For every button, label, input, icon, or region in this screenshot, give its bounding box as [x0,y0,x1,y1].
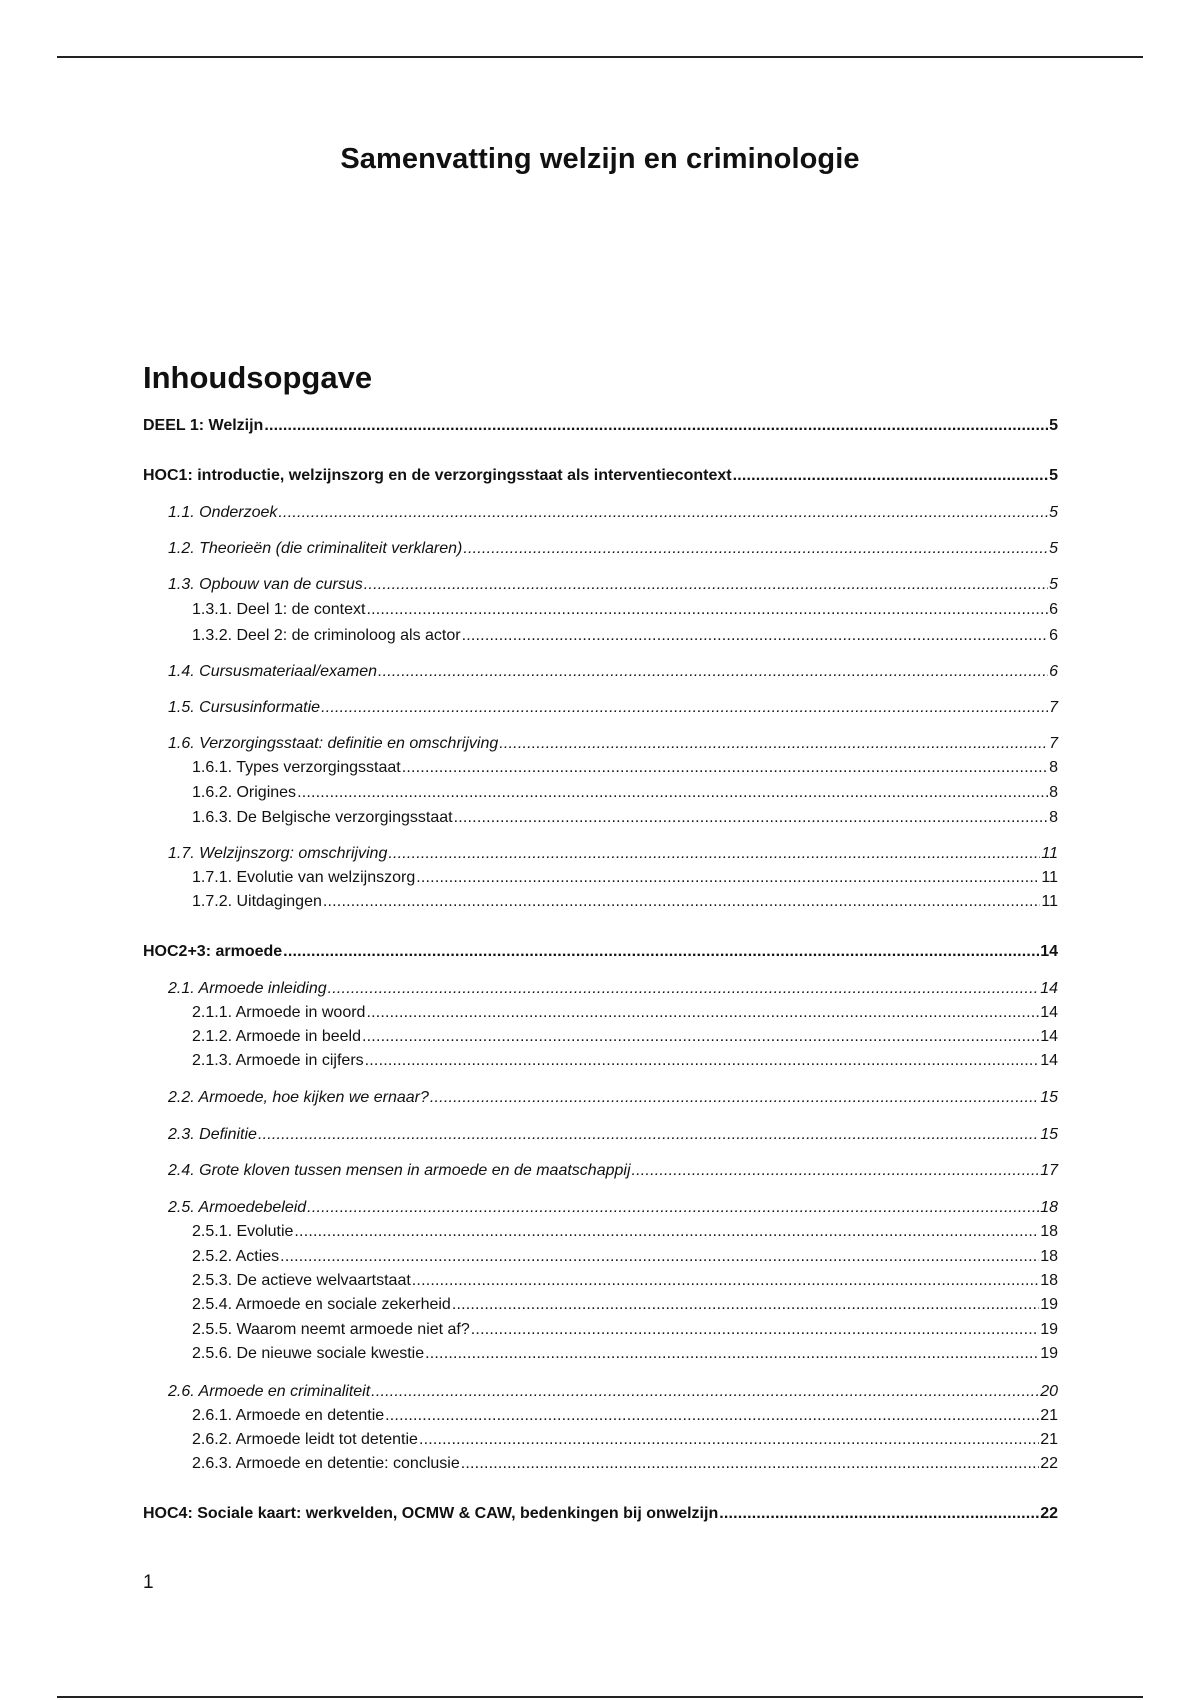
toc-dot-leader [278,503,1048,523]
toc-entry-label: 1.2. Theorieën (die criminaliteit verklaren) [168,540,463,557]
toc-dot-leader [719,1504,1039,1524]
toc-entry-page: 11 [1041,845,1058,862]
toc-entry-label: 2.5.2. Acties [192,1248,280,1265]
toc-entry[interactable] [143,783,1058,803]
toc-entry[interactable] [143,892,1058,912]
toc-entry-page: 8 [1049,759,1058,776]
toc-entry-label: 1.1. Onderzoek [168,504,278,521]
toc-dot-leader [297,783,1048,803]
toc-entry-label: 1.6.2. Origines [192,784,297,801]
toc-entry-page: 14 [1040,943,1058,960]
toc-entry-label: HOC4: Sociale kaart: werkvelden, OCMW & CAW, bedenkingen bij onwelzijn [143,1505,719,1522]
toc-dot-leader [388,844,1040,864]
toc-dot-leader [328,979,1040,999]
toc-entry-page: 18 [1040,1272,1058,1289]
toc-entry-page: 15 [1040,1126,1058,1143]
toc-entry[interactable] [143,575,1058,595]
toc-entry-page: 7 [1049,699,1058,716]
toc-entry-label: 2.1.2. Armoede in beeld [192,1028,362,1045]
toc-entry-page: 19 [1040,1321,1058,1338]
toc-entry[interactable] [143,1198,1058,1218]
toc-dot-leader [461,1454,1039,1474]
page-number: 1 [143,1572,154,1593]
toc-dot-leader [283,942,1039,962]
toc-entry[interactable] [143,1320,1058,1340]
toc-dot-leader [463,539,1048,559]
toc-entry[interactable] [143,1125,1058,1145]
toc-entry-label: 1.7.1. Evolutie van welzijnszorg [192,869,416,886]
toc-entry-label: 2.5.4. Armoede en sociale zekerheid [192,1296,451,1313]
toc-entry[interactable] [143,1382,1058,1402]
toc-dot-leader [499,734,1048,754]
toc-entry[interactable] [143,1247,1058,1267]
toc-entry-label: 1.6. Verzorgingsstaat: definitie en omschrijving [168,735,499,752]
toc-dot-leader [362,1027,1039,1047]
toc-entry-label: 2.1.1. Armoede in woord [192,1004,366,1021]
toc-entry[interactable] [143,844,1058,864]
toc-dot-leader [425,1344,1039,1364]
toc-entry-page: 20 [1040,1383,1058,1400]
toc-dot-leader [366,1003,1039,1023]
toc-entry-page: 5 [1049,576,1058,593]
toc-heading: Inhoudsopgave [143,360,373,395]
toc-entry-page: 6 [1049,601,1058,618]
toc-entry-label: 1.6.3. De Belgische verzorgingsstaat [192,809,453,826]
toc-entry-label: 2.5. Armoedebeleid [168,1199,307,1216]
toc-entry-label: 2.3. Definitie [168,1126,257,1143]
toc-entry-page: 14 [1040,1052,1058,1069]
toc-dot-leader [471,1320,1039,1340]
toc-dot-leader [632,1161,1040,1181]
toc-entry-label: 1.4. Cursusmateriaal/examen [168,663,377,680]
toc-entry-label: 1.5. Cursusinformatie [168,699,321,716]
toc-entry[interactable] [143,539,1058,559]
toc-entry-label: 2.1.3. Armoede in cijfers [192,1052,364,1069]
toc-entry-page: 6 [1049,627,1058,644]
toc-entry-label: 2.4. Grote kloven tussen mensen in armoede en de maatschappij [168,1162,631,1179]
toc-entry[interactable] [143,1088,1058,1108]
toc-entry[interactable] [143,662,1058,682]
toc-entry[interactable] [143,1295,1058,1315]
toc-entry-page: 22 [1040,1455,1058,1472]
toc-entry[interactable] [143,808,1058,828]
toc-entry-label: HOC2+3: armoede [143,943,283,960]
toc-entry[interactable] [143,1344,1058,1364]
toc-dot-leader [365,1051,1040,1071]
toc-entry-label: 2.5.1. Evolutie [192,1223,294,1240]
toc-dot-leader [452,1295,1039,1315]
toc-entry-label: 2.6. Armoede en criminaliteit [168,1383,371,1400]
toc-entry-page: 18 [1040,1248,1058,1265]
toc-entry-page: 18 [1040,1223,1058,1240]
toc-entry-page: 5 [1049,467,1058,484]
toc-entry-page: 8 [1049,809,1058,826]
toc-entry-label: DEEL 1: Welzijn [143,417,264,434]
toc-entry[interactable] [143,979,1058,999]
toc-entry[interactable] [143,416,1058,436]
toc-entry-label: 1.7.2. Uitdagingen [192,893,322,910]
toc-entry-page: 18 [1040,1199,1058,1216]
toc-entry-label: 2.6.3. Armoede en detentie: conclusie [192,1455,460,1472]
document-title: Samenvatting welzijn en criminologie [340,143,860,175]
toc-entry-label: 1.3.2. Deel 2: de criminoloog als actor [192,627,461,644]
toc-dot-leader [321,698,1048,718]
footer-rule [57,1696,1143,1698]
toc-entry-page: 15 [1040,1089,1058,1106]
toc-entry-page: 6 [1049,663,1058,680]
toc-entry-page: 21 [1040,1407,1058,1424]
toc-entry[interactable] [143,626,1058,646]
toc-entry[interactable] [143,758,1058,778]
toc-entry-label: 2.5.3. De actieve welvaartstaat [192,1272,411,1289]
toc-entry-page: 14 [1040,1004,1058,1021]
toc-entry-page: 19 [1040,1296,1058,1313]
toc-entry-page: 21 [1040,1431,1058,1448]
header-rule [57,56,1143,58]
toc-dot-leader [430,1088,1039,1108]
toc-entry-page: 17 [1040,1162,1058,1179]
toc-entry[interactable] [143,1271,1058,1291]
toc-dot-leader [385,1406,1039,1426]
toc-entry[interactable] [143,1222,1058,1242]
toc-entry-page: 19 [1040,1345,1058,1362]
toc-entry[interactable] [143,600,1058,620]
toc-entry-page: 5 [1049,417,1058,434]
toc-entry-page: 5 [1049,540,1058,557]
toc-entry[interactable] [143,1454,1058,1474]
toc-entry[interactable] [143,868,1058,888]
toc-entry-label: 2.5.6. De nieuwe sociale kwestie [192,1345,425,1362]
toc-entry-label: 2.1. Armoede inleiding [168,980,327,997]
toc-entry[interactable] [143,466,1058,486]
toc-dot-leader [462,626,1049,646]
toc-entry[interactable] [143,1504,1058,1524]
toc-entry[interactable] [143,1051,1058,1071]
toc-entry-label: 1.6.1. Types verzorgingsstaat [192,759,401,776]
toc-entry-page: 7 [1049,735,1058,752]
toc-dot-leader [412,1271,1039,1291]
toc-dot-leader [416,868,1040,888]
toc-dot-leader [294,1222,1039,1242]
toc-dot-leader [280,1247,1039,1267]
toc-entry-label: 1.3. Opbouw van de cursus [168,576,363,593]
toc-entry-label: 2.6.2. Armoede leidt tot detentie [192,1431,418,1448]
toc-entry[interactable] [143,1003,1058,1023]
toc-entry-label: HOC1: introductie, welzijnszorg en de verzorgingsstaat als interventiecontext [143,467,732,484]
toc-dot-leader [307,1198,1039,1218]
toc-entry[interactable] [143,1161,1058,1181]
toc-entry-page: 11 [1041,893,1058,910]
toc-dot-leader [378,662,1048,682]
toc-entry[interactable] [143,942,1058,962]
toc-dot-leader [419,1430,1039,1450]
toc-entry[interactable] [143,1027,1058,1047]
toc-dot-leader [364,575,1048,595]
toc-entry[interactable] [143,734,1058,754]
toc-entry-page: 22 [1040,1505,1058,1522]
toc-entry-page: 5 [1049,504,1058,521]
toc-entry-label: 2.6.1. Armoede en detentie [192,1407,385,1424]
toc-dot-leader [323,892,1041,912]
toc-entry[interactable] [143,698,1058,718]
toc-entry-label: 1.7. Welzijnszorg: omschrijving [168,845,388,862]
toc-entry-page: 14 [1040,980,1058,997]
toc-entry-page: 14 [1040,1028,1058,1045]
toc-dot-leader [366,600,1048,620]
toc-entry[interactable] [143,503,1058,523]
toc-dot-leader [454,808,1049,828]
toc-dot-leader [402,758,1048,778]
toc-entry-label: 1.3.1. Deel 1: de context [192,601,366,618]
toc-entry-page: 8 [1049,784,1058,801]
toc-entry-page: 11 [1041,869,1058,886]
toc-entry-label: 2.5.5. Waarom neemt armoede niet af? [192,1321,470,1338]
toc-entry[interactable] [143,1406,1058,1426]
toc-dot-leader [371,1382,1039,1402]
toc-dot-leader [258,1125,1039,1145]
toc-dot-leader [733,466,1049,486]
toc-dot-leader [264,416,1048,436]
toc-entry[interactable] [143,1430,1058,1450]
toc-entry-label: 2.2. Armoede, hoe kijken we ernaar? [168,1089,429,1106]
